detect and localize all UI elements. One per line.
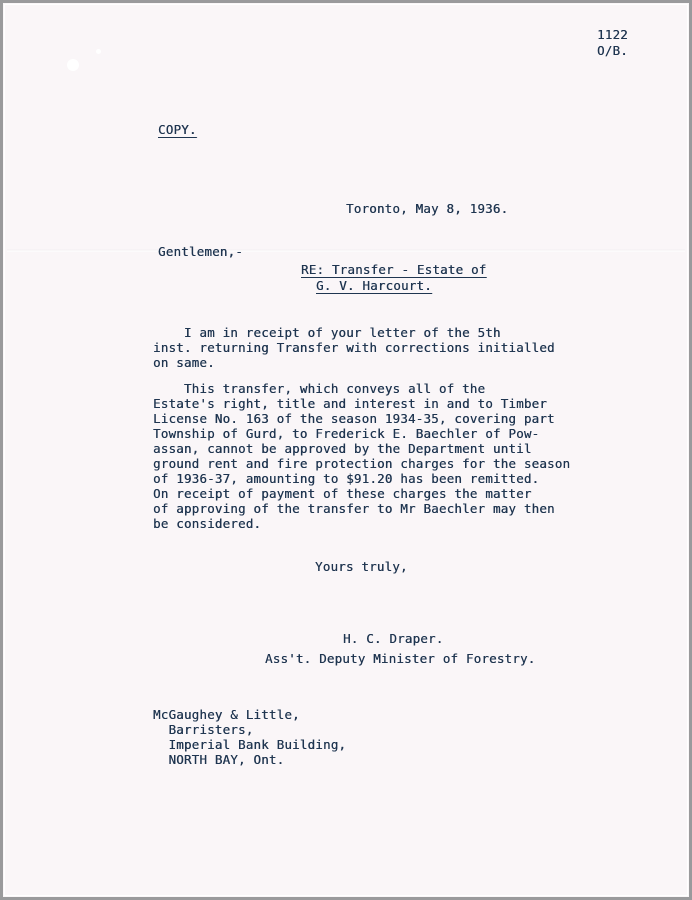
recipient-line: McGaughey & Little,	[153, 707, 300, 722]
body-line: of approving of the transfer to Mr Baechler may then	[153, 501, 555, 516]
paper-blemish	[96, 49, 101, 54]
subject-line-1: RE: Transfer - Estate of	[301, 262, 487, 277]
body-line: On receipt of payment of these charges the matter	[153, 486, 532, 501]
body-line: ground rent and fire protection charges for the season	[153, 456, 571, 471]
body-line: I am in receipt of your letter of the 5th	[153, 325, 501, 340]
body-line: Township of Gurd, to Frederick E. Baechler of Pow-	[153, 426, 540, 441]
recipient-line: NORTH BAY, Ont.	[153, 752, 285, 767]
body-line: be considered.	[153, 516, 262, 531]
copy-label: COPY.	[158, 122, 197, 137]
recipient-line: Barristers,	[153, 722, 254, 737]
file-number: 1122	[597, 27, 628, 42]
paper-fold-crease	[7, 249, 685, 252]
place-date: Toronto, May 8, 1936.	[346, 201, 509, 216]
body-line: assan, cannot be approved by the Department until	[153, 441, 532, 456]
body-line: of 1936-37, amounting to $91.20 has been remitted.	[153, 471, 540, 486]
file-code: O/B.	[597, 43, 628, 58]
signature-name: H. C. Draper.	[343, 631, 444, 646]
salutation: Gentlemen,-	[158, 244, 243, 259]
body-line: on same.	[153, 355, 215, 370]
body-line: License No. 163 of the season 1934-35, covering part	[153, 411, 555, 426]
body-line: This transfer, which conveys all of the	[153, 381, 486, 396]
closing: Yours truly,	[315, 559, 408, 574]
signature-title: Ass't. Deputy Minister of Forestry.	[265, 651, 536, 666]
paper-blemish	[67, 59, 79, 71]
body-line: inst. returning Transfer with corrections initialled	[153, 340, 555, 355]
subject-line-2: G. V. Harcourt.	[316, 278, 432, 293]
recipient-line: Imperial Bank Building,	[153, 737, 347, 752]
body-line: Estate's right, title and interest in and to Timber	[153, 396, 548, 411]
